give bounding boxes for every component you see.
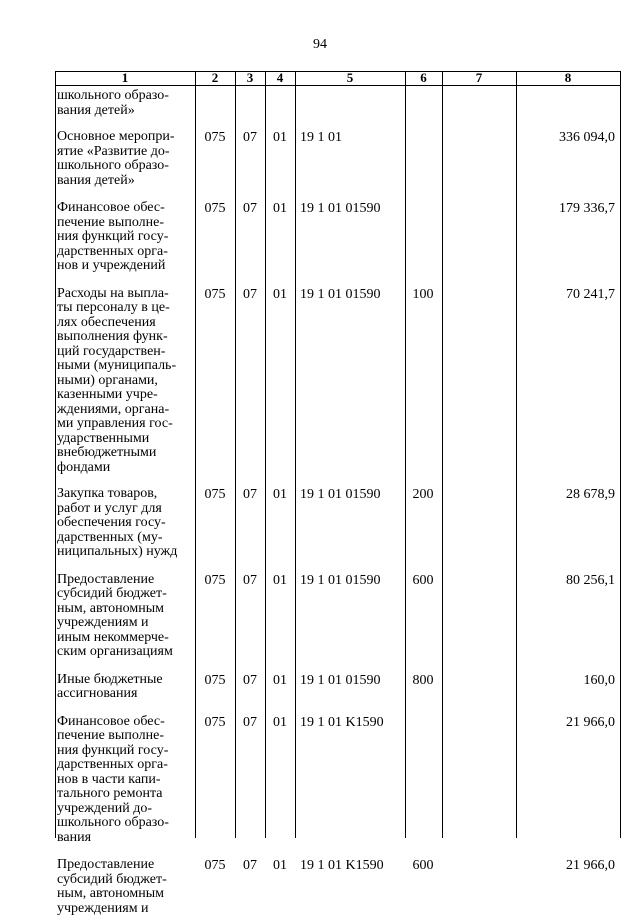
cell-target-item-code: 19 1 01 K1590 — [300, 858, 384, 873]
cell-amount: 28 678,9 — [566, 487, 615, 502]
cell-subsection-code: 01 — [273, 858, 287, 873]
row-description: Закупка товаров, работ и услуг для обеспечения госу- дарственных (му- ниципальных) нужд — [57, 486, 178, 559]
header-col-1: 1 — [121, 70, 129, 85]
cell-amount: 160,0 — [583, 672, 615, 688]
table-row — [55, 673, 621, 702]
cell-amount: 21 966,0 — [566, 858, 615, 873]
cell-target-item-code: 19 1 01 01590 — [300, 487, 381, 502]
cell-admin-code: 075 — [204, 858, 226, 873]
cell-admin-code: 075 — [204, 130, 226, 145]
cell-expense-type-code: 600 — [412, 572, 434, 588]
header-bottom-border — [55, 85, 621, 86]
row-description: Основное меропри- ятие «Развитие до- школьного образо- вания детей» — [57, 129, 175, 188]
table-row — [55, 201, 621, 274]
row-description: Предоставление субсидий бюджет- ным, автономным учреждениям и — [57, 857, 167, 916]
header-col-3: 3 — [246, 70, 254, 85]
table-row — [55, 130, 621, 188]
header-col-5: 5 — [346, 70, 354, 85]
header-col-7: 7 — [475, 70, 483, 85]
cell-admin-code: 075 — [204, 672, 226, 688]
cell-amount: 70 241,7 — [566, 286, 615, 302]
cell-admin-code: 075 — [204, 714, 226, 730]
cell-target-item-code: 19 1 01 K1590 — [300, 714, 384, 730]
row-description: Финансовое обес- печение выполне- ния функций госу- дарственных орга- нов и учреждений — [57, 200, 169, 273]
cell-section-code: 07 — [243, 201, 257, 216]
cell-section-code: 07 — [243, 130, 257, 145]
cell-target-item-code: 19 1 01 01590 — [300, 286, 381, 302]
header-col-6: 6 — [420, 70, 427, 85]
row-description: Иные бюджетные ассигнования — [57, 671, 163, 701]
header-col-4: 4 — [276, 70, 284, 85]
table-row — [55, 573, 621, 660]
row-description: Предоставление субсидий бюджет- ным, автономным учреждениям и иным некоммерче- ским организациям — [57, 571, 173, 659]
cell-subsection-code: 01 — [273, 672, 287, 688]
cell-admin-code: 075 — [204, 487, 226, 502]
cell-admin-code: 075 — [204, 572, 226, 588]
cell-section-code: 07 — [243, 858, 257, 873]
cell-subsection-code: 01 — [273, 130, 287, 145]
cell-amount: 336 094,0 — [559, 130, 615, 145]
cell-section-code: 07 — [243, 572, 257, 588]
cell-admin-code: 075 — [204, 201, 226, 216]
cell-expense-type-code: 600 — [412, 858, 434, 873]
table-body — [55, 89, 621, 916]
budget-table — [55, 70, 621, 916]
cell-subsection-code: 01 — [273, 286, 287, 302]
table-row — [55, 89, 621, 118]
cell-target-item-code: 19 1 01 01590 — [300, 572, 381, 588]
header-col-2: 2 — [211, 70, 219, 85]
cell-subsection-code: 01 — [273, 487, 287, 502]
cell-amount: 80 256,1 — [566, 572, 615, 588]
cell-amount: 179 336,7 — [559, 201, 615, 216]
cell-admin-code: 075 — [204, 286, 226, 302]
table-row — [55, 715, 621, 846]
cell-expense-type-code: 800 — [412, 672, 434, 688]
cell-subsection-code: 01 — [273, 572, 287, 588]
cell-section-code: 07 — [243, 672, 257, 688]
table-row — [55, 287, 621, 476]
row-description: Финансовое обес- печение выполне- ния функций госу- дарственных орга- нов в части капи- тального ремонта учреждений до- школьного образо- вания — [57, 713, 169, 845]
cell-subsection-code: 01 — [273, 201, 287, 216]
row-description: Расходы на выпла- ты персоналу в це- лях обеспечения выполнения функ- ций государствен- ными (муниципаль- ными) органами, казенными учре- ждениями, органа- ми управления гос- ударственными внебюджетными фондами — [57, 285, 177, 475]
table-row — [55, 858, 621, 916]
cell-expense-type-code: 100 — [412, 286, 434, 302]
cell-section-code: 07 — [243, 714, 257, 730]
cell-expense-type-code: 200 — [412, 487, 434, 502]
cell-target-item-code: 19 1 01 — [300, 130, 342, 145]
cell-target-item-code: 19 1 01 01590 — [300, 201, 381, 216]
header-col-8: 8 — [564, 70, 572, 85]
cell-subsection-code: 01 — [273, 714, 287, 730]
table-row — [55, 487, 621, 560]
cell-amount: 21 966,0 — [566, 714, 615, 730]
row-description: школьного образо- вания детей» — [57, 88, 169, 118]
cell-target-item-code: 19 1 01 01590 — [300, 672, 381, 688]
cell-section-code: 07 — [243, 286, 257, 302]
page-number: 94 — [313, 37, 327, 52]
cell-section-code: 07 — [243, 487, 257, 502]
